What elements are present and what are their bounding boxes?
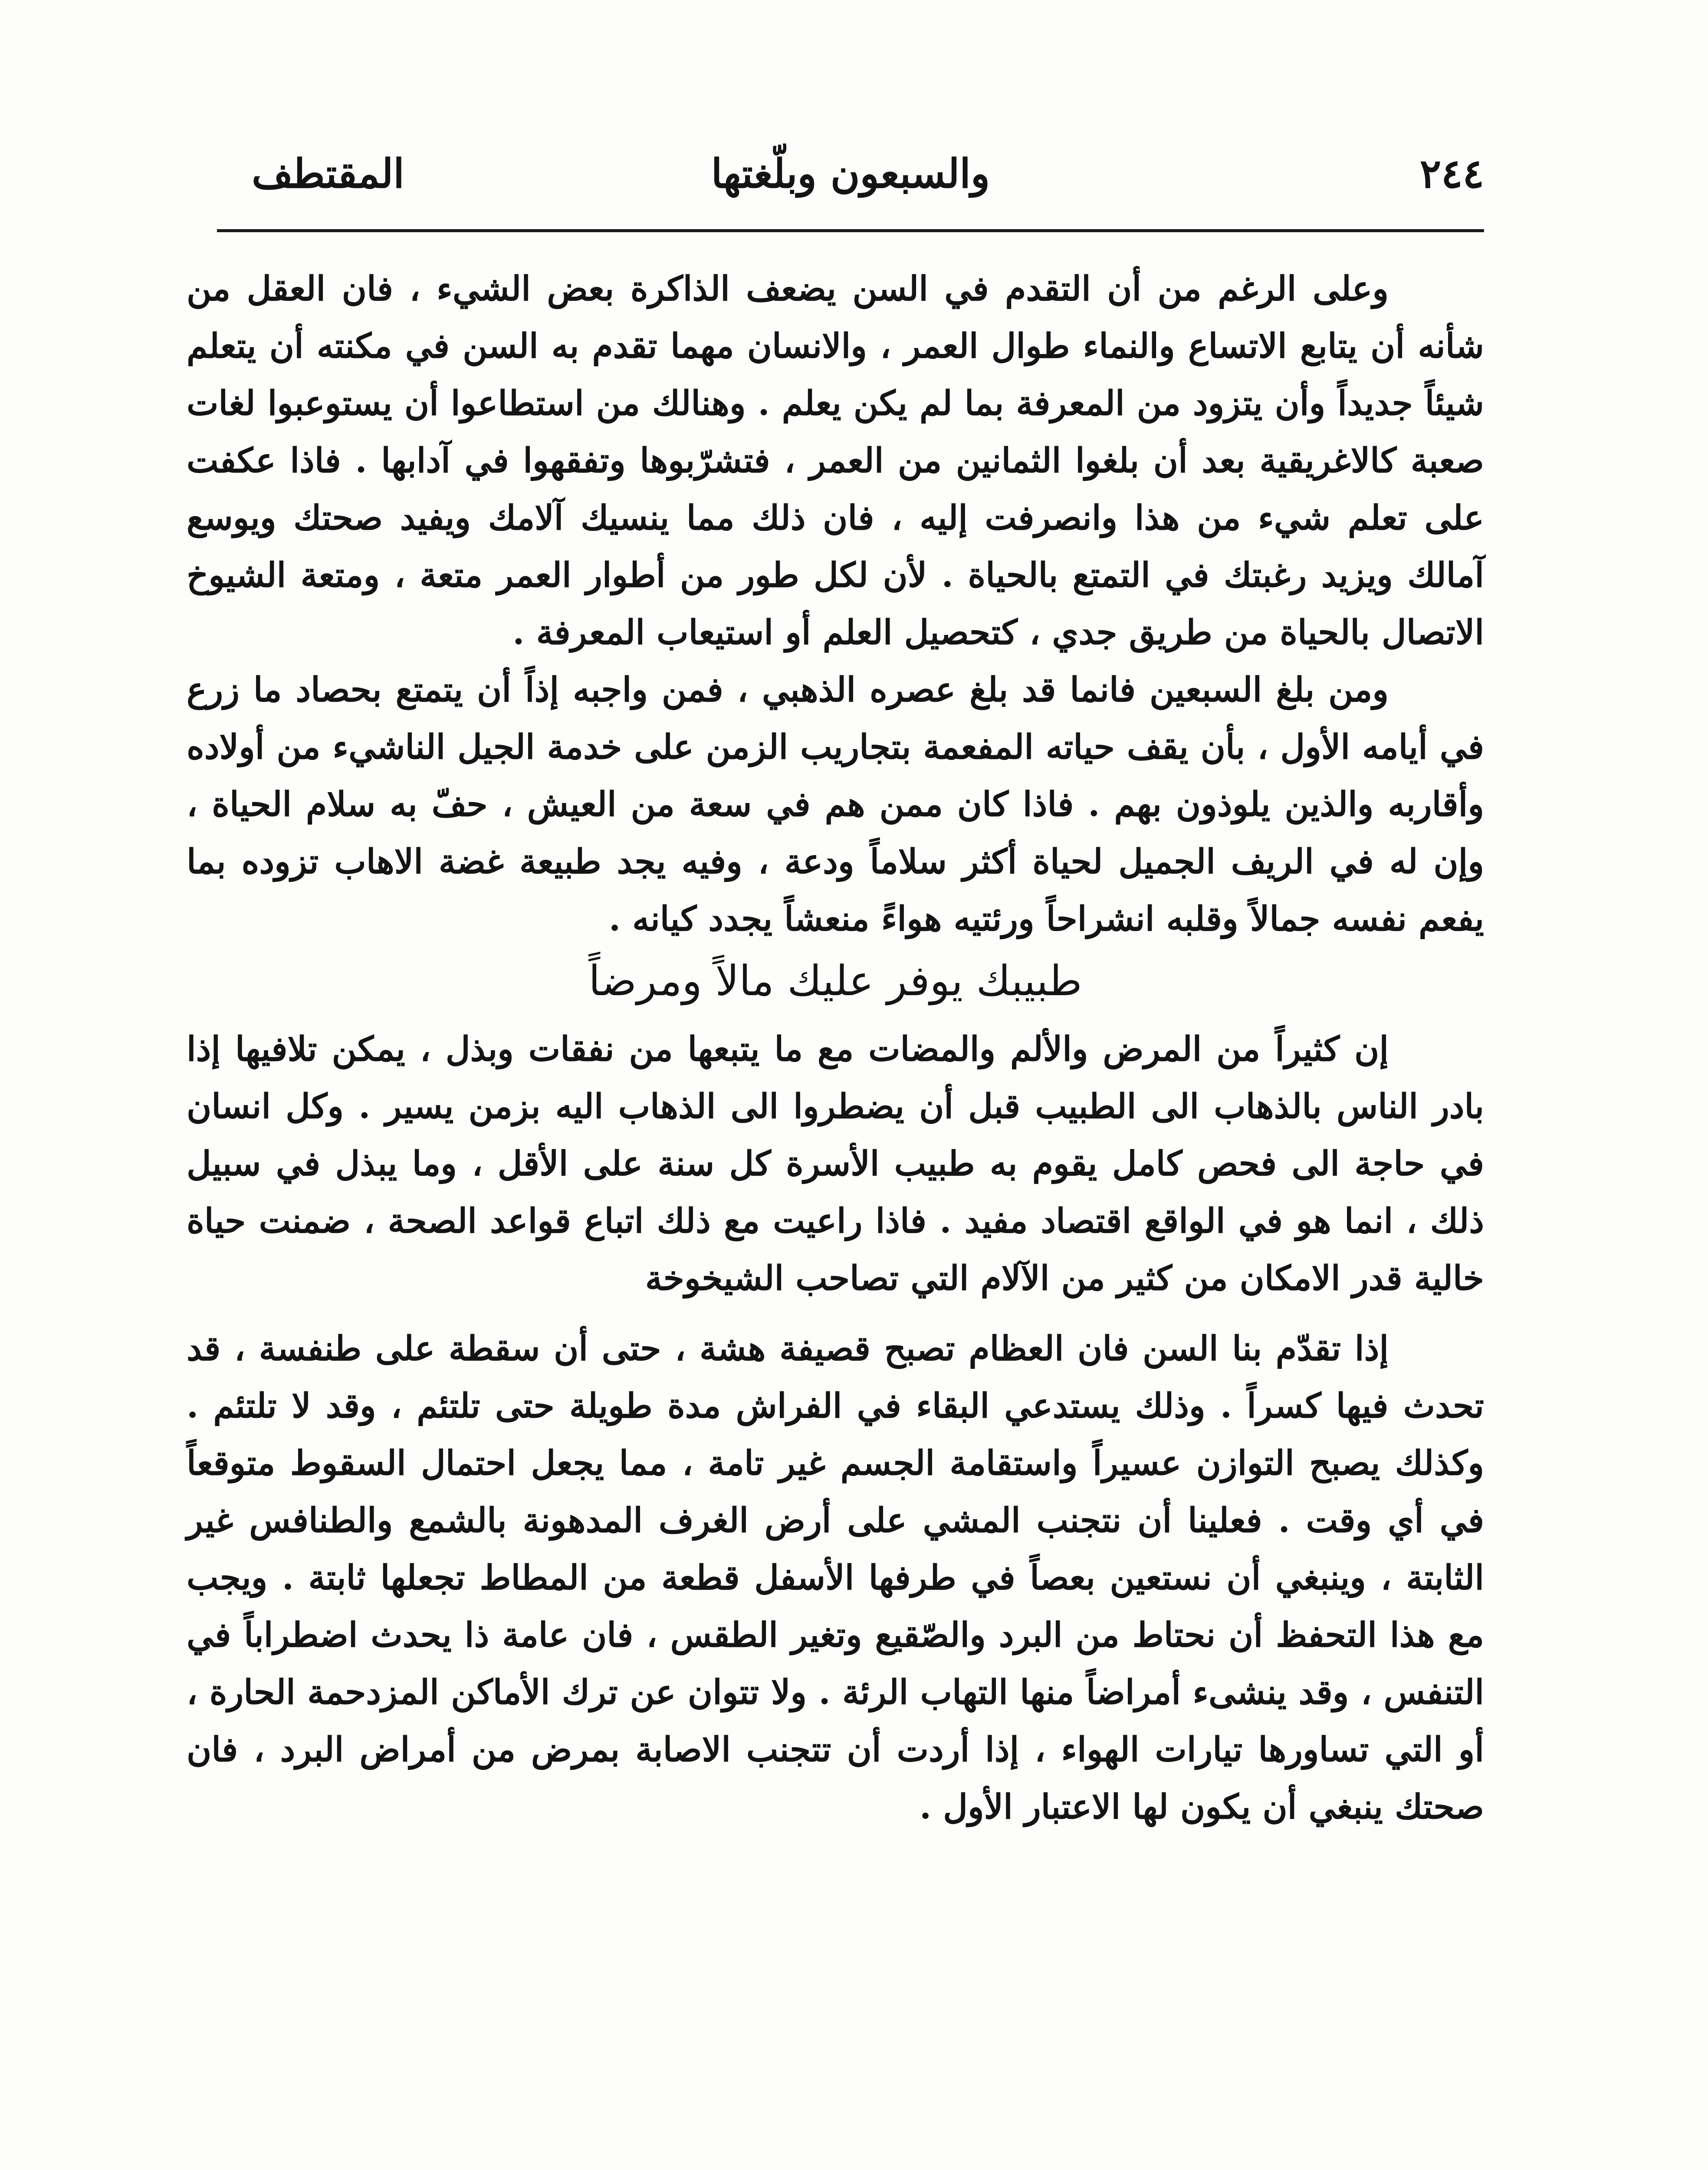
- page-number: ٢٤٤: [1419, 150, 1484, 197]
- section-heading: طبيبك يوفر عليك مالاً ومرضاً: [588, 957, 1082, 1005]
- paragraph: إذا تقدّم بنا السن فان العظام تصبح قصيفة هشة ، حتى أن سقطة على طنفسة ، قد تحدث فيها كسراً . وذلك يستدعي البقاء في الفراش مدة طويلة حتى تلتئم ، وقد لا تلتئم . وكذلك يصبح التوازن عسيراً واستقامة الجسم غير تامة ، مما يجعل احتمال السقوط متوقعاً في أي وقت . فعلينا أن نتجنب المشي على أرض الغرف المدهونة بالشمع والطنافس غير الثابتة ، وينبغي أن نستعين بعصاً في طرفها الأسفل قطعة من المطاط تجعلها ثابتة . ويجب مع هذا التحفظ أن نحتاط من البرد والصّقيع وتغير الطقس ، فان عامة ذا يحدث اضطراباً في التنفس ، وقد ينشىء أمراضاً منها التهاب الرئة . ولا تتوان عن ترك الأماكن المزدحمة الحارة ، أو التي تساورها تيارات الهواء ، إذا أردت أن تتجنب الاصابة بمرض من أمراض البرد ، فان صحتك ينبغي أن يكون لها الاعتبار الأول .: [187, 1329, 1484, 1827]
- page-header: [217, 143, 1484, 204]
- running-title: والسبعون وبلّغتها: [711, 150, 990, 197]
- paragraph: إن كثيراً من المرض والألم والمضات مع ما يتبعها من نفقات وبذل ، يمكن تلافيها إذا بادر الناس بالذهاب الى الطبيب قبل أن يضطروا الى الذهاب اليه بزمن يسير . وكل انسان في حاجة الى فحص كامل يقوم به طبيب الأسرة كل سنة على الأقل ، وما يبذل في سبيل ذلك ، انما هو في الواقع اقتصاد مفيد . فاذا راعيت مع ذلك اتباع قواعد الصحة ، ضمنت حياة خالية قدر الامكان من كثير من الآلام التي تصاحب الشيخوخة: [187, 1029, 1484, 1298]
- paragraph: ومن بلغ السبعين فانما قد بلغ عصره الذهبي ، فمن واجبه إذاً أن يتمتع بحصاد ما زرع في أيامه الأول ، بأن يقف حياته المفعمة بتجاريب الزمن على خدمة الجيل الناشيء من أولاده وأقاربه والذين يلوذون بهم . فاذا كان ممن هم في سعة من العيش ، حفّ به سلام الحياة ، وإن له في الريف الجميل لحياة أكثر سلاماً ودعة ، وفيه يجد طبيعة غضة الاهاب تزوده بما يفعم نفسه جمالاً وقلبه انشراحاً ورئتيه هواءً منعشاً يجدد كيانه .: [187, 670, 1484, 939]
- article-body: [187, 260, 1484, 1836]
- paragraph: وعلى الرغم من أن التقدم في السن يضعف الذاكرة بعض الشيء ، فان العقل من شأنه أن يتابع الاتساع والنماء طوال العمر ، والانسان مهما تقدم به السن في مكنته أن يتعلم شيئاً جديداً وأن يتزود من المعرفة بما لم يكن يعلم . وهنالك من استطاعوا أن يستوعبوا لغات صعبة كالاغريقية بعد أن بلغوا الثمانين من العمر ، فتشرّبوها وتفقهوا في آدابها . فاذا عكفت على تعلم شيء من هذا وانصرفت إليه ، فان ذلك مما ينسيك آلامك ويفيد صحتك ويوسع آمالك ويزيد رغبتك في التمتع بالحياة . لأن لكل طور من أطوار العمر متعة ، ومتعة الشيوخ الاتصال بالحياة من طريق جدي ، كتحصيل العلم أو استيعاب المعرفة .: [187, 269, 1484, 652]
- journal-name: المقتطف: [252, 150, 404, 197]
- header-rule: [217, 229, 1484, 232]
